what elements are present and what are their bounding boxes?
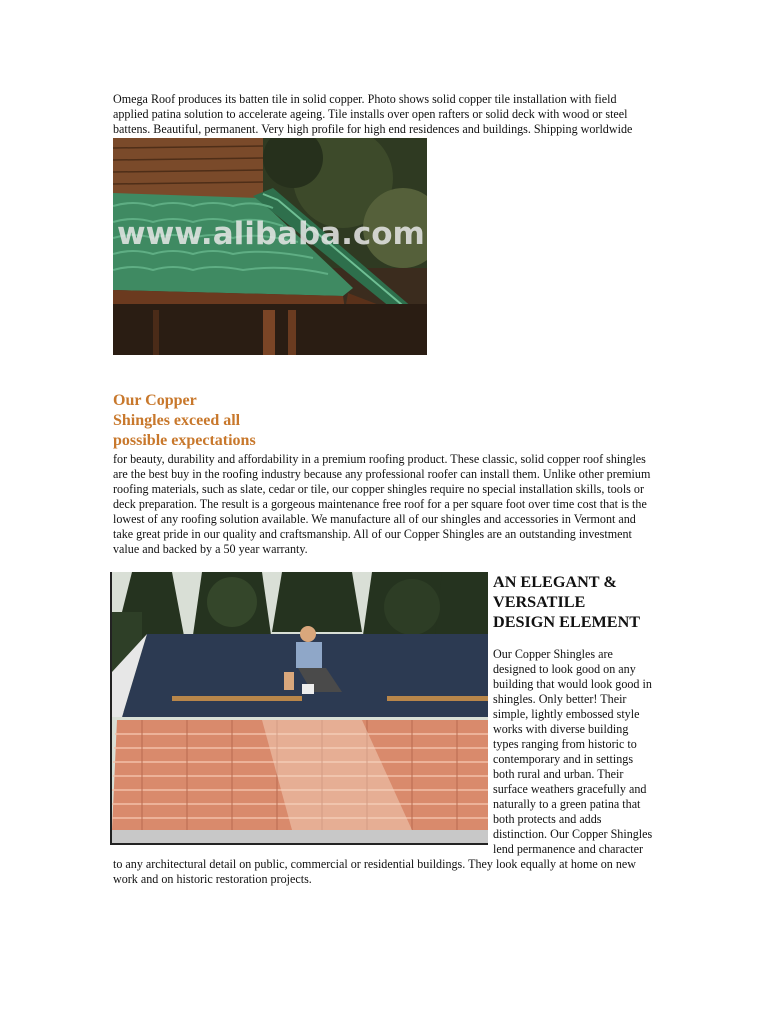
section1-heading	[113, 391, 283, 451]
copper-tile-roof-photo	[113, 138, 427, 355]
section2-heading-line1: AN ELEGANT &	[493, 573, 617, 591]
section2-heading-line3: DESIGN ELEMENT	[493, 613, 641, 631]
section1-heading-line1: Our Copper	[113, 392, 197, 409]
photo-watermark: www.alibaba.com	[117, 216, 425, 252]
section1-heading-line3: possible expectations	[113, 432, 256, 449]
copper-shingle-installation-photo	[110, 572, 488, 845]
section1-body: for beauty, durability and affordability in a premium roofing product. These classic, solid copper roof shingles are the best buy in the roofing industry because any professional roofer can install them. Unlike other premium roofing materials, such as slate, cedar or tile, our copper shingles require no special installation skills, tools or deck preparation. The result is a gorgeous maintenance free roof for a per square foot over time cost that is the lowest of any roofing solution available. We manufacture all of our shingles and accessories in Vermont and take great pride in our quality and craftsmanship. All of our Copper Shingles are an outstanding investment value and backed by a 50 year warranty.	[113, 452, 651, 556]
intro-paragraph: Omega Roof produces its batten tile in solid copper. Photo shows solid copper tile installation with field applied patina solution to accelerate ageing. Tile installs over open rafters or solid deck with wood or steel battens. Beautiful, permanent. Very high profile for high end residences and buildings. Shipping worldwide	[113, 92, 633, 136]
section2-body: Our Copper Shingles are designed to look good on any building that would look good in shingles. Only better! Their simple, lightly embossed style works with diverse building types ranging from historic to contemporary and in settings both rural and urban. Their surface weathers gracefully and naturally to a green patina that both protects and adds distinction. Our Copper Shingles lend permanence and character to any architectural detail on public, commercial or residential buildings. They look equally at home on new work and on historic restoration projects.	[113, 647, 653, 886]
section2	[113, 572, 653, 887]
document-page	[113, 92, 653, 887]
section2-heading-line2: VERSATILE	[493, 593, 586, 611]
section1-heading-line2: Shingles exceed all	[113, 412, 241, 429]
